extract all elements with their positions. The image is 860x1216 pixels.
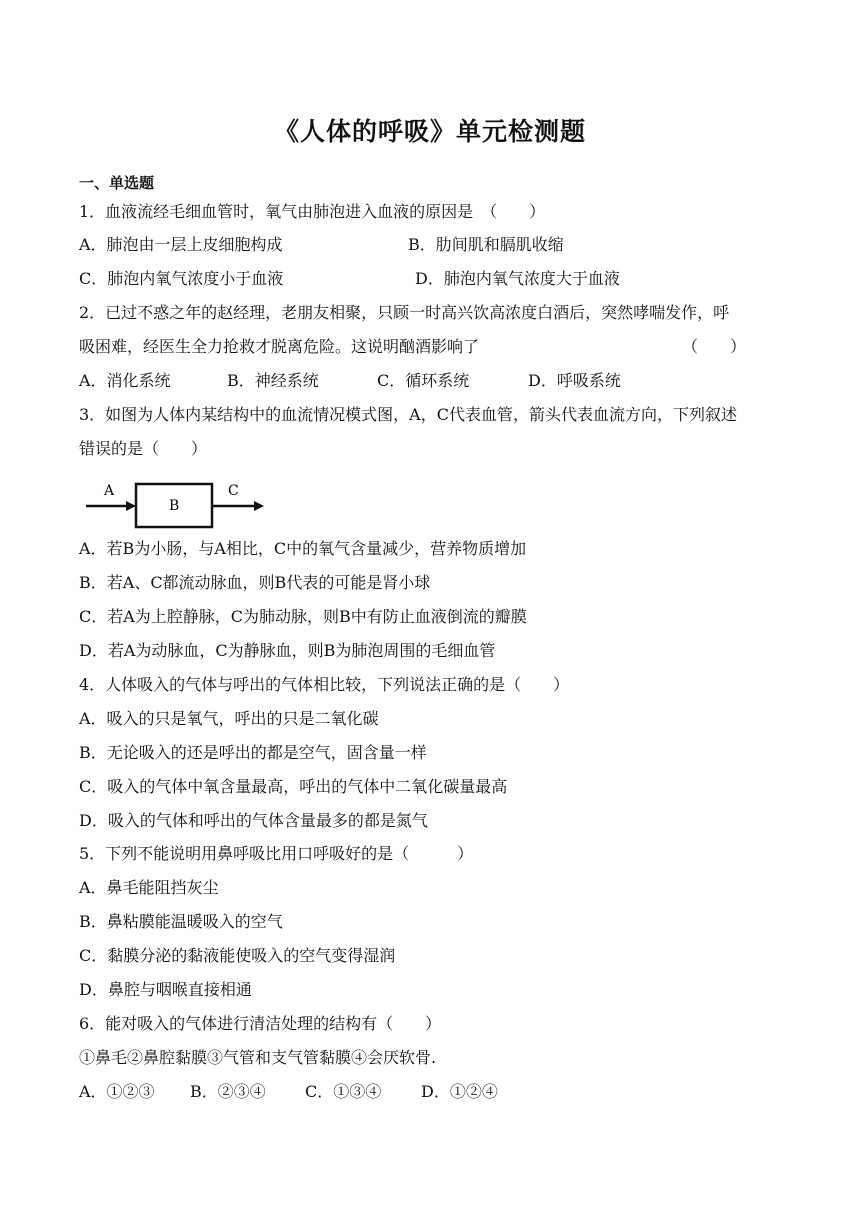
q6-option-a: A．①②③ [79, 1082, 155, 1101]
label-b: B [169, 498, 180, 514]
q3-option-b: B．若A、C都流动脉血，则B代表的可能是肾小球 [79, 573, 431, 592]
q4-option-b: B．无论吸入的还是呼出的都是空气，固含量一样 [79, 743, 427, 762]
q6-option-c: C．①③④ [305, 1082, 382, 1101]
q1-option-b: B．肋间肌和膈肌收缩 [408, 235, 564, 254]
q3-option-a: A．若B为小肠，与A相比，C中的氧气含量减少，营养物质增加 [79, 539, 527, 558]
label-a: A [104, 483, 115, 499]
q4-stem: 4．人体吸入的气体与呼出的气体相比较，下列说法正确的是（ ） [79, 675, 570, 694]
q5-option-b: B．鼻粘膜能温暖吸入的空气 [79, 912, 283, 931]
section-heading: 一、单选题 [79, 174, 155, 192]
q4-option-a: A．吸入的只是氧气，呼出的只是二氧化碳 [79, 709, 379, 728]
q6-stem: 6．能对吸入的气体进行清洁处理的结构有（ ） [79, 1014, 442, 1033]
q4-option-d: D．吸入的气体和呼出的气体含量最多的都是氮气 [79, 811, 428, 830]
q1-option-a: A．肺泡由一层上皮细胞构成 [79, 235, 283, 254]
q2-answer-blank: （ ） [682, 337, 747, 356]
blood-flow-diagram [84, 478, 270, 534]
q3-option-d: D．若A为动脉血，C为静脉血，则B为肺泡周围的毛细血管 [79, 641, 496, 660]
q6-option-d: D．①②④ [421, 1082, 498, 1101]
q1-stem: 1．血液流经毛细血管时，氧气由肺泡进入血液的原因是 （ ） [79, 202, 546, 221]
page-title: 《人体的呼吸》单元检测题 [273, 117, 586, 146]
q2-option-d: D．呼吸系统 [528, 371, 621, 390]
q6-option-b: B．②③④ [190, 1082, 266, 1101]
q2-option-c: C．循环系统 [377, 371, 470, 390]
q5-option-d: D．鼻腔与咽喉直接相通 [79, 980, 252, 999]
q3-stem-line1: 3．如图为人体内某结构中的血流情况模式图，A，C代表血管，箭头代表血流方向，下列叙述 [79, 405, 737, 424]
q2-stem-line1: 2．已过不惑之年的赵经理，老朋友相聚，只顾一时高兴饮高浓度白酒后，突然哮喘发作，呼 [79, 303, 730, 322]
q5-option-c: C．黏膜分泌的黏液能使吸入的空气变得湿润 [79, 946, 396, 965]
q5-option-a: A．鼻毛能阻挡灰尘 [79, 878, 219, 897]
q1-option-d: D．肺泡内氧气浓度大于血液 [415, 269, 620, 288]
q6-items: ①鼻毛②鼻腔黏膜③气管和支气管黏膜④会厌软骨. [79, 1048, 437, 1067]
q2-stem-line2: 吸困难，经医生全力抢救才脱离危险。这说明酗酒影响了 [79, 337, 480, 356]
q5-stem: 5．下列不能说明用鼻呼吸比用口呼吸好的是（ ） [79, 844, 474, 863]
q3-stem-line2: 错误的是（ ） [79, 439, 208, 458]
q1-option-c: C．肺泡内氧气浓度小于血液 [79, 269, 284, 288]
q2-option-b: B．神经系统 [227, 371, 319, 390]
vessel-a-arrowhead [126, 501, 136, 511]
q4-option-c: C．吸入的气体中氧含量最高，呼出的气体中二氧化碳量最高 [79, 777, 508, 796]
label-c: C [228, 483, 239, 499]
vessel-c-arrowhead [254, 501, 264, 511]
q2-option-a: A．消化系统 [79, 371, 171, 390]
q3-option-c: C．若A为上腔静脉，C为肺动脉，则B中有防止血液倒流的瓣膜 [79, 607, 527, 626]
